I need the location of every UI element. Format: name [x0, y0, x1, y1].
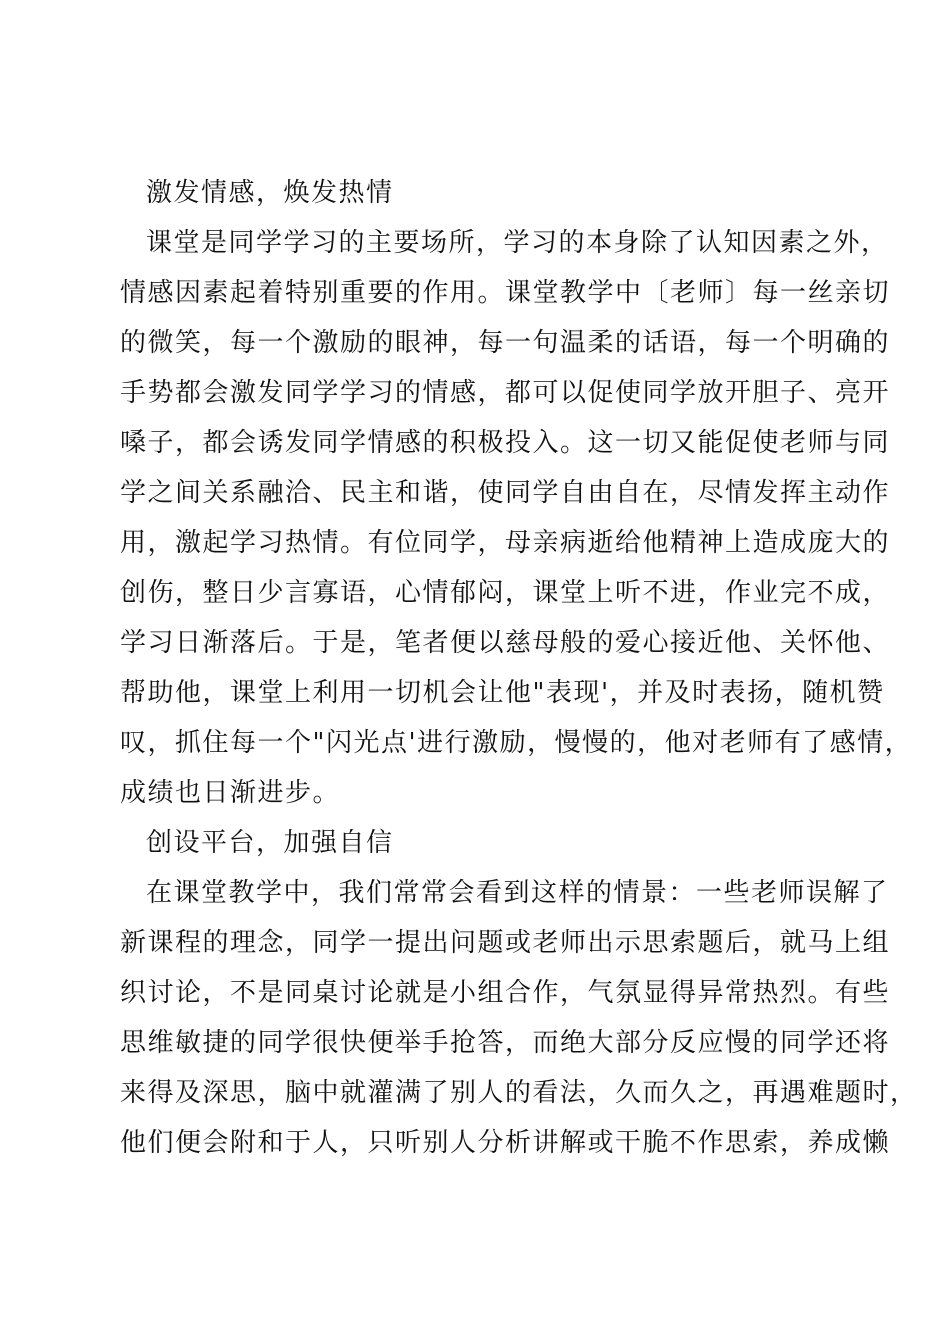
section-heading-emotion: 激发情感，焕发热情: [146, 178, 394, 208]
paragraph-line: 在课堂教学中，我们常常会看到这样的情景：一些老师误解了: [146, 878, 889, 908]
paragraph-line: 成绩也日渐进步。: [120, 778, 341, 808]
paragraph-line: 手势都会激发同学学习的情感，都可以促使同学放开胆子、亮开: [120, 378, 891, 408]
paragraph-line: 的微笑，每一个激励的眼神，每一句温柔的话语，每一个明确的: [120, 328, 891, 358]
paragraph-line: 来得及深思，脑中就灌满了别人的看法，久而久之，再遇难题时，: [120, 1078, 918, 1108]
paragraph-line: 他们便会附和于人，只听别人分析讲解或干脆不作思索，养成懒: [120, 1128, 891, 1158]
paragraph-line: 嗓子，都会诱发同学情感的积极投入。这一切又能促使老师与同: [120, 428, 891, 458]
document-body: [120, 168, 918, 1168]
paragraph-line: 创伤，整日少言寡语，心情郁闷，课堂上听不进，作业完不成，: [120, 578, 891, 608]
paragraph-line: 情感因素起着特别重要的作用。课堂教学中〔老师〕每一丝亲切: [120, 278, 891, 308]
paragraph-line: 思维敏捷的同学很快便举手抢答，而绝大部分反应慢的同学还将: [120, 1028, 891, 1058]
paragraph-line: 新课程的理念，同学一提出问题或老师出示思索题后，就马上组: [120, 928, 891, 958]
paragraph-line: 学习日渐落后。于是，笔者便以慈母般的爱心接近他、关怀他、: [120, 628, 891, 658]
paragraph-line: 学之间关系融洽、民主和谐，使同学自由自在，尽情发挥主动作: [120, 478, 891, 508]
paragraph-line: 用，激起学习热情。有位同学，母亲病逝给他精神上造成庞大的: [120, 528, 891, 558]
paragraph-line: 帮助他，课堂上利用一切机会让他"表现'，并及时表扬，随机赞: [120, 678, 885, 708]
paragraph-line: 课堂是同学学习的主要场所，学习的本身除了认知因素之外，: [146, 228, 889, 258]
paragraph-line: 织讨论，不是同桌讨论就是小组合作，气氛显得异常热烈。有些: [120, 978, 891, 1008]
section-heading-platform: 创设平台，加强自信: [146, 828, 394, 858]
paragraph-line: 叹，抓住每一个"闪光点'进行激励，慢慢的，他对老师有了感情，: [120, 728, 913, 758]
